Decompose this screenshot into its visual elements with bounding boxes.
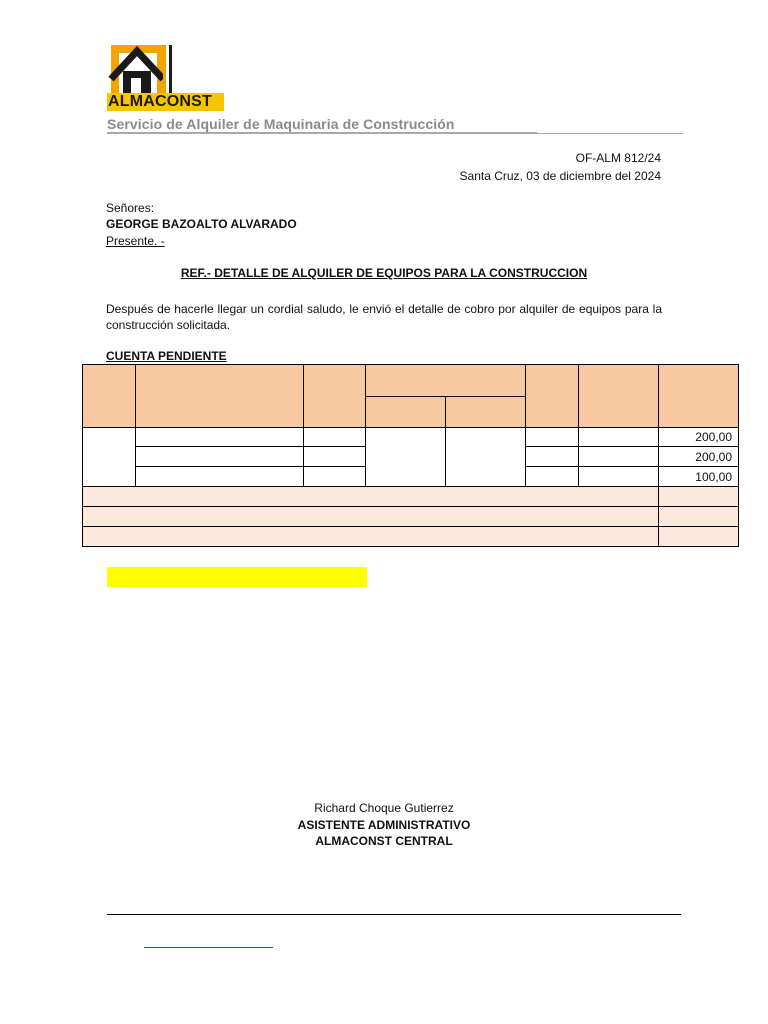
reference-code: OF-ALM 812/24 (575, 151, 661, 165)
header-cell-group (366, 365, 526, 397)
signatory-name: Richard Choque Gutierrez (314, 801, 454, 815)
table-cell (304, 467, 366, 487)
logo-wordmark: ALMACONST (107, 93, 224, 111)
company-tagline: Servicio de Alquiler de Maquinaria de Construcción (107, 116, 455, 132)
table-cell (136, 467, 304, 487)
recipient-name: GEORGE BAZOALTO ALVARADO (106, 217, 297, 231)
table-header-row (83, 365, 739, 397)
salutation: Señores: (106, 201, 155, 215)
table-cell (579, 467, 659, 487)
table-cell (526, 467, 579, 487)
company-logo (107, 45, 223, 113)
signatory-organization: ALMACONST CENTRAL (315, 834, 453, 848)
signatory-role: ASISTENTE ADMINISTRATIVO (297, 818, 471, 832)
table-cell (579, 428, 659, 447)
table-cell (526, 428, 579, 447)
subheader-cell (446, 397, 526, 428)
header-divider-extension (537, 133, 683, 134)
table-cell (136, 447, 304, 467)
amount-cell: 200,00 (659, 428, 739, 447)
footer-divider (107, 914, 681, 915)
header-cell (304, 365, 366, 428)
section-title: CUENTA PENDIENTE (106, 349, 227, 363)
summary-value-cell (659, 507, 739, 527)
pending-account-table (82, 364, 739, 547)
header-cell (526, 365, 579, 428)
logo-house-icon (107, 45, 223, 95)
table-cell (526, 447, 579, 467)
header-divider (107, 132, 537, 134)
summary-label-cell (83, 487, 659, 507)
summary-label-cell (83, 527, 659, 547)
table-row (83, 428, 739, 447)
header-cell (659, 365, 739, 428)
footer-link[interactable] (144, 947, 273, 948)
summary-row (83, 507, 739, 527)
summary-value-cell (659, 527, 739, 547)
place-date: Santa Cruz, 03 de diciembre del 2024 (459, 169, 661, 183)
amount-cell: 100,00 (659, 467, 739, 487)
summary-label-cell (83, 507, 659, 527)
table-cell (304, 447, 366, 467)
summary-row (83, 487, 739, 507)
table-cell (579, 447, 659, 467)
highlighted-blank (107, 567, 367, 587)
table-cell (83, 428, 136, 487)
presente-line: Presente. - (106, 234, 165, 248)
header-cell (136, 365, 304, 428)
body-paragraph: Después de hacerle llegar un cordial saludo, le envió el detalle de cobro por alquiler de equipos para la construcción solicitada. (106, 302, 662, 332)
header-cell (83, 365, 136, 428)
table-cell (304, 428, 366, 447)
subheader-cell (366, 397, 446, 428)
header-cell (579, 365, 659, 428)
amount-cell: 200,00 (659, 447, 739, 467)
summary-value-cell (659, 487, 739, 507)
table-cell (366, 428, 446, 487)
subject-line: REF.- DETALLE DE ALQUILER DE EQUIPOS PARA LA CONSTRUCCION (180, 266, 588, 280)
table-cell (446, 428, 526, 487)
summary-row (83, 527, 739, 547)
table-cell (136, 428, 304, 447)
